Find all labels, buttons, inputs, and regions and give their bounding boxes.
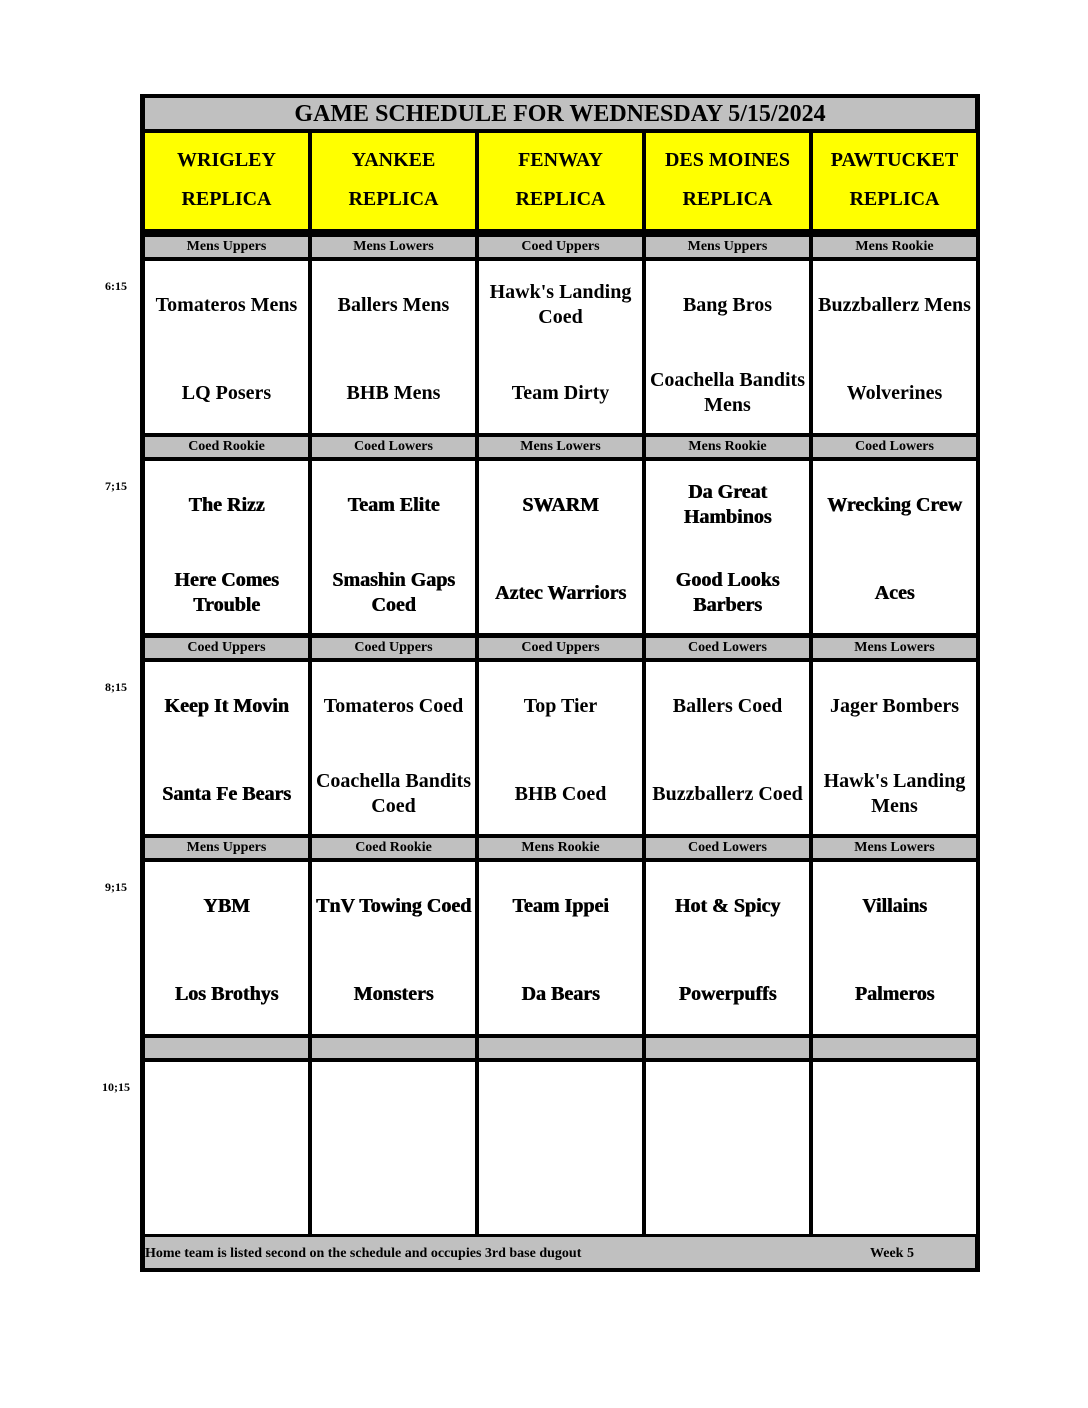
game-cell (813, 461, 976, 633)
home-team: LQ Posers (181, 381, 272, 404)
game-cell (813, 862, 976, 1034)
game-cell (813, 662, 976, 834)
schedule-title: GAME SCHEDULE FOR WEDNESDAY 5/15/2024 (145, 98, 975, 129)
away-team: YBM (203, 894, 250, 917)
away-team (646, 1078, 809, 1134)
home-team: Team Dirty (511, 381, 610, 404)
home-team: Palmeros (854, 982, 935, 1005)
game-cell (479, 461, 642, 633)
home-team: Buzzballerz Coed (652, 782, 803, 805)
time-label: 7;15 (105, 479, 127, 493)
field-header (813, 133, 976, 229)
field-name: DES MOINES (664, 149, 791, 171)
division-label (145, 1038, 308, 1058)
home-team (145, 1166, 308, 1222)
field-type: REPLICA (348, 188, 439, 210)
away-team: The Rizz (188, 493, 265, 516)
field-header (312, 133, 475, 229)
home-team (312, 1166, 475, 1222)
game-cell (646, 1062, 809, 1234)
division-label: Coed Uppers (479, 237, 642, 257)
field-header (646, 133, 809, 229)
division-label: Mens Lowers (479, 437, 642, 457)
game-cell (813, 261, 976, 433)
time-label: 10;15 (102, 1080, 130, 1094)
game-cell (646, 862, 809, 1034)
game-cell (646, 662, 809, 834)
away-team: Ballers Coed (672, 694, 783, 717)
away-team: Hawk's Landing Coed (489, 281, 632, 328)
division-label: Mens Lowers (813, 638, 976, 658)
field-header (145, 133, 308, 229)
home-team (479, 1166, 642, 1222)
away-team: Top Tier (523, 694, 598, 717)
game-cell (145, 862, 308, 1034)
home-team: BHB Coed (514, 782, 607, 805)
division-label: Coed Uppers (145, 638, 308, 658)
home-team: Powerpuffs (678, 982, 777, 1005)
division-label: Mens Lowers (813, 838, 976, 858)
field-name: PAWTUCKET (830, 149, 959, 171)
time-label: 8;15 (105, 680, 127, 694)
away-team: Tomateros Mens (155, 293, 298, 316)
away-team: Bang Bros (682, 293, 773, 316)
away-team (813, 1078, 976, 1134)
game-cell (312, 261, 475, 433)
home-team: Good Looks Barbers (675, 569, 780, 616)
field-type: REPLICA (849, 188, 940, 210)
field-name: FENWAY (518, 149, 603, 171)
field-header (479, 133, 642, 229)
division-label: Mens Rookie (646, 437, 809, 457)
home-team: Santa Fe Bears (162, 782, 291, 805)
away-team: Keep It Movin (164, 694, 289, 717)
division-label (813, 1038, 976, 1058)
game-cell (312, 1062, 475, 1234)
home-team: Wolverines (846, 381, 943, 404)
division-label: Coed Uppers (312, 638, 475, 658)
away-team: Da Great Hambinos (683, 481, 772, 528)
division-label: Coed Rookie (145, 437, 308, 457)
away-team: TnV Towing Coed (315, 894, 472, 917)
division-label: Mens Lowers (312, 237, 475, 257)
field-name: YANKEE (351, 149, 436, 171)
field-name: WRIGLEY (177, 149, 276, 171)
home-team: Aztec Warriors (494, 581, 627, 604)
game-cell (479, 261, 642, 433)
time-column (90, 0, 140, 1408)
division-label: Mens Rookie (479, 838, 642, 858)
away-team (145, 1078, 308, 1134)
field-type: REPLICA (682, 188, 773, 210)
division-label: Coed Lowers (312, 437, 475, 457)
division-label: Mens Rookie (813, 237, 976, 257)
home-team: Smashin Gaps Coed (332, 569, 455, 616)
away-team: Ballers Mens (337, 293, 450, 316)
game-cell (479, 1062, 642, 1234)
division-label: Coed Uppers (479, 638, 642, 658)
away-team: Tomateros Coed (323, 694, 464, 717)
game-cell (646, 461, 809, 633)
home-team: Coachella Bandits Coed (315, 770, 472, 817)
away-team: Jager Bombers (829, 694, 960, 717)
game-cell (312, 461, 475, 633)
home-team (813, 1166, 976, 1222)
field-type: REPLICA (181, 188, 272, 210)
home-team: Coachella Bandits Mens (649, 369, 806, 416)
home-team: Los Brothys (174, 982, 279, 1005)
home-team: Hawk's Landing Mens (823, 770, 966, 817)
division-label (646, 1038, 809, 1058)
time-label: 6:15 (105, 279, 127, 293)
away-team: Wrecking Crew (827, 493, 962, 516)
away-team (312, 1078, 475, 1134)
division-label: Coed Rookie (312, 838, 475, 858)
time-label: 9;15 (105, 880, 127, 894)
away-team: Buzzballerz Mens (818, 293, 971, 316)
game-cell (145, 1062, 308, 1234)
game-cell (646, 261, 809, 433)
game-cell (479, 662, 642, 834)
game-cell (312, 662, 475, 834)
game-cell (479, 862, 642, 1034)
away-team: Villains (862, 894, 927, 917)
away-team: Hot & Spicy (674, 894, 781, 917)
division-label: Mens Uppers (646, 237, 809, 257)
division-label: Coed Lowers (646, 638, 809, 658)
home-team-note: Home team is listed second on the schedule and occupies 3rd base dugout (145, 1246, 582, 1261)
game-cell (312, 862, 475, 1034)
game-cell (145, 662, 308, 834)
field-type: REPLICA (515, 188, 606, 210)
away-team: Team Elite (347, 493, 440, 516)
division-label (312, 1038, 475, 1058)
division-label: Coed Lowers (813, 437, 976, 457)
away-team: Team Ippei (512, 894, 609, 917)
away-team: SWARM (522, 493, 599, 516)
division-label: Coed Lowers (646, 838, 809, 858)
home-team: Monsters (353, 982, 434, 1005)
division-label: Mens Uppers (145, 838, 308, 858)
game-cell (813, 1062, 976, 1234)
footer-bar (145, 1237, 975, 1268)
home-team: Da Bears (521, 982, 600, 1005)
home-team (646, 1166, 809, 1222)
division-label: Mens Uppers (145, 237, 308, 257)
division-label (479, 1038, 642, 1058)
away-team (479, 1078, 642, 1134)
game-cell (145, 261, 308, 433)
home-team: BHB Mens (346, 381, 441, 404)
home-team: Aces (874, 581, 915, 604)
week-label: Week 5 (870, 1246, 914, 1261)
home-team: Here Comes Trouble (174, 569, 279, 616)
game-cell (145, 461, 308, 633)
schedule-table (140, 94, 980, 1272)
